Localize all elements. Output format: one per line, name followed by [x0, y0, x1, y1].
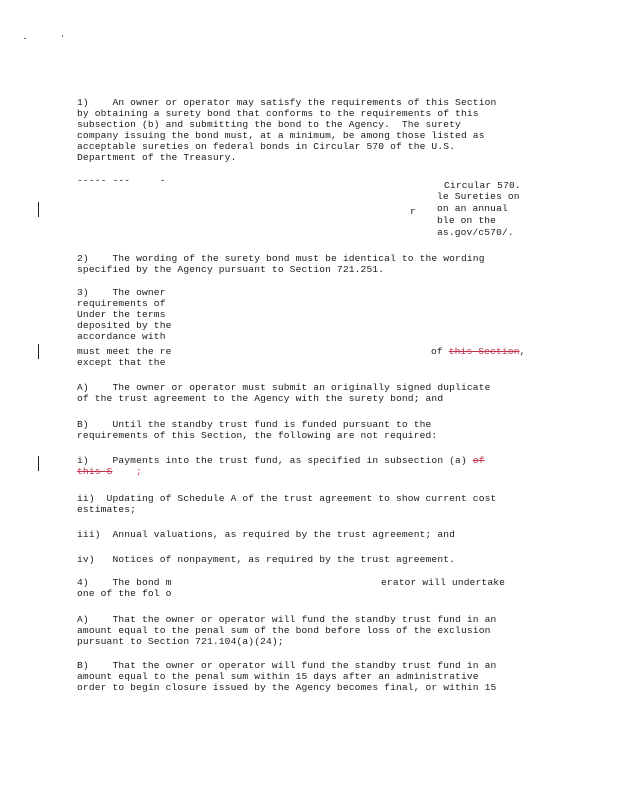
scan-speck	[62, 35, 63, 37]
para1-line: by obtaining a surety bond that conforms to the requirements of this	[77, 108, 479, 119]
para2-line: specified by the Agency pursuant to Section 721.251.	[77, 264, 385, 275]
para4-line: 4) The bond m	[77, 577, 172, 588]
para3-line: Under the terms	[77, 309, 166, 320]
itemB-line: B) Until the standby trust fund is funded pursuant to the	[77, 419, 432, 430]
fragment-right-line: ble on the	[437, 215, 497, 226]
para3-right-end: ,	[519, 346, 526, 357]
change-bar	[38, 202, 39, 217]
para3-line: accordance with	[77, 331, 166, 342]
para1-line: 1) An owner or operator may satisfy the requirements of this Section	[77, 97, 497, 108]
para3-line: requirements of	[77, 298, 166, 309]
para3-line: 3) The owner	[77, 287, 166, 298]
item-i-line	[77, 466, 142, 477]
item4B-line: order to begin closure issued by the Agency becomes final, or within 15	[77, 682, 497, 693]
scan-speck	[24, 38, 26, 39]
change-bar	[38, 456, 39, 471]
para3-right	[431, 346, 526, 357]
item4A-line: A) That the owner or operator will fund the standby trust fund in an	[77, 614, 497, 625]
para1-line: Department of the Treasury.	[77, 152, 237, 163]
para3-line: must meet the re	[77, 346, 172, 357]
item-i-text: i) Payments into the trust fund, as specified in subsection (a)	[77, 455, 473, 466]
para4-right: erator will undertake	[381, 577, 506, 588]
itemA-line: A) The owner or operator must submit an originally signed duplicate	[77, 382, 491, 393]
item4A-line: pursuant to Section 721.104(a)(24);	[77, 636, 284, 647]
item-iii-line: iii) Annual valuations, as required by the trust agreement; and	[77, 529, 456, 540]
item-i-deleted-text: of	[472, 455, 485, 466]
change-bar	[38, 344, 39, 359]
item4A-line: amount equal to the penal sum of the bond before loss of the exclusion	[77, 625, 491, 636]
para1-line: company issuing the bond must, at a minimum, be among those listed as	[77, 130, 485, 141]
fragment-right-line: le Sureties on	[437, 191, 520, 202]
item-i-end: ;	[136, 466, 143, 477]
itemB-line: requirements of this Section, the following are not required:	[77, 430, 438, 441]
fragment-mark: r	[410, 206, 416, 217]
fragment-right-line: as.gov/c570/.	[437, 227, 514, 238]
para1-line: acceptable sureties on federal bonds in Circular 570 of the U.S.	[77, 141, 456, 152]
para2-line: 2) The wording of the surety bond must be identical to the wording	[77, 253, 485, 264]
item4B-line: amount equal to the penal sum within 15 days after an administrative	[77, 671, 479, 682]
para3-line: except that the	[77, 357, 166, 368]
para4-line: one of the fol o	[77, 588, 172, 599]
item-i-red-gap	[112, 466, 136, 477]
item-iv-line: iv) Notices of nonpayment, as required by the trust agreement.	[77, 554, 456, 565]
para1-line: subsection (b) and submitting the bond to the Agency. The surety	[77, 119, 461, 130]
item-i-deleted-text: this S	[77, 466, 113, 477]
fragment-right-line: on an annual	[437, 203, 508, 214]
item-ii-line: ii) Updating of Schedule A of the trust agreement to show current cost	[77, 493, 497, 504]
item-ii-line: estimates;	[77, 504, 137, 515]
item4B-line: B) That the owner or operator will fund the standby trust fund in an	[77, 660, 497, 671]
itemA-line: of the trust agreement to the Agency with the surety bond; and	[77, 393, 444, 404]
item-i-line	[77, 455, 485, 466]
para3-right-plain: of	[431, 346, 449, 357]
para3-line: deposited by the	[77, 320, 172, 331]
fragment-dashes: ----- --- -	[77, 175, 166, 186]
fragment-right-line: Circular 570.	[444, 180, 521, 191]
para3-deleted-text: this Section	[448, 346, 520, 357]
